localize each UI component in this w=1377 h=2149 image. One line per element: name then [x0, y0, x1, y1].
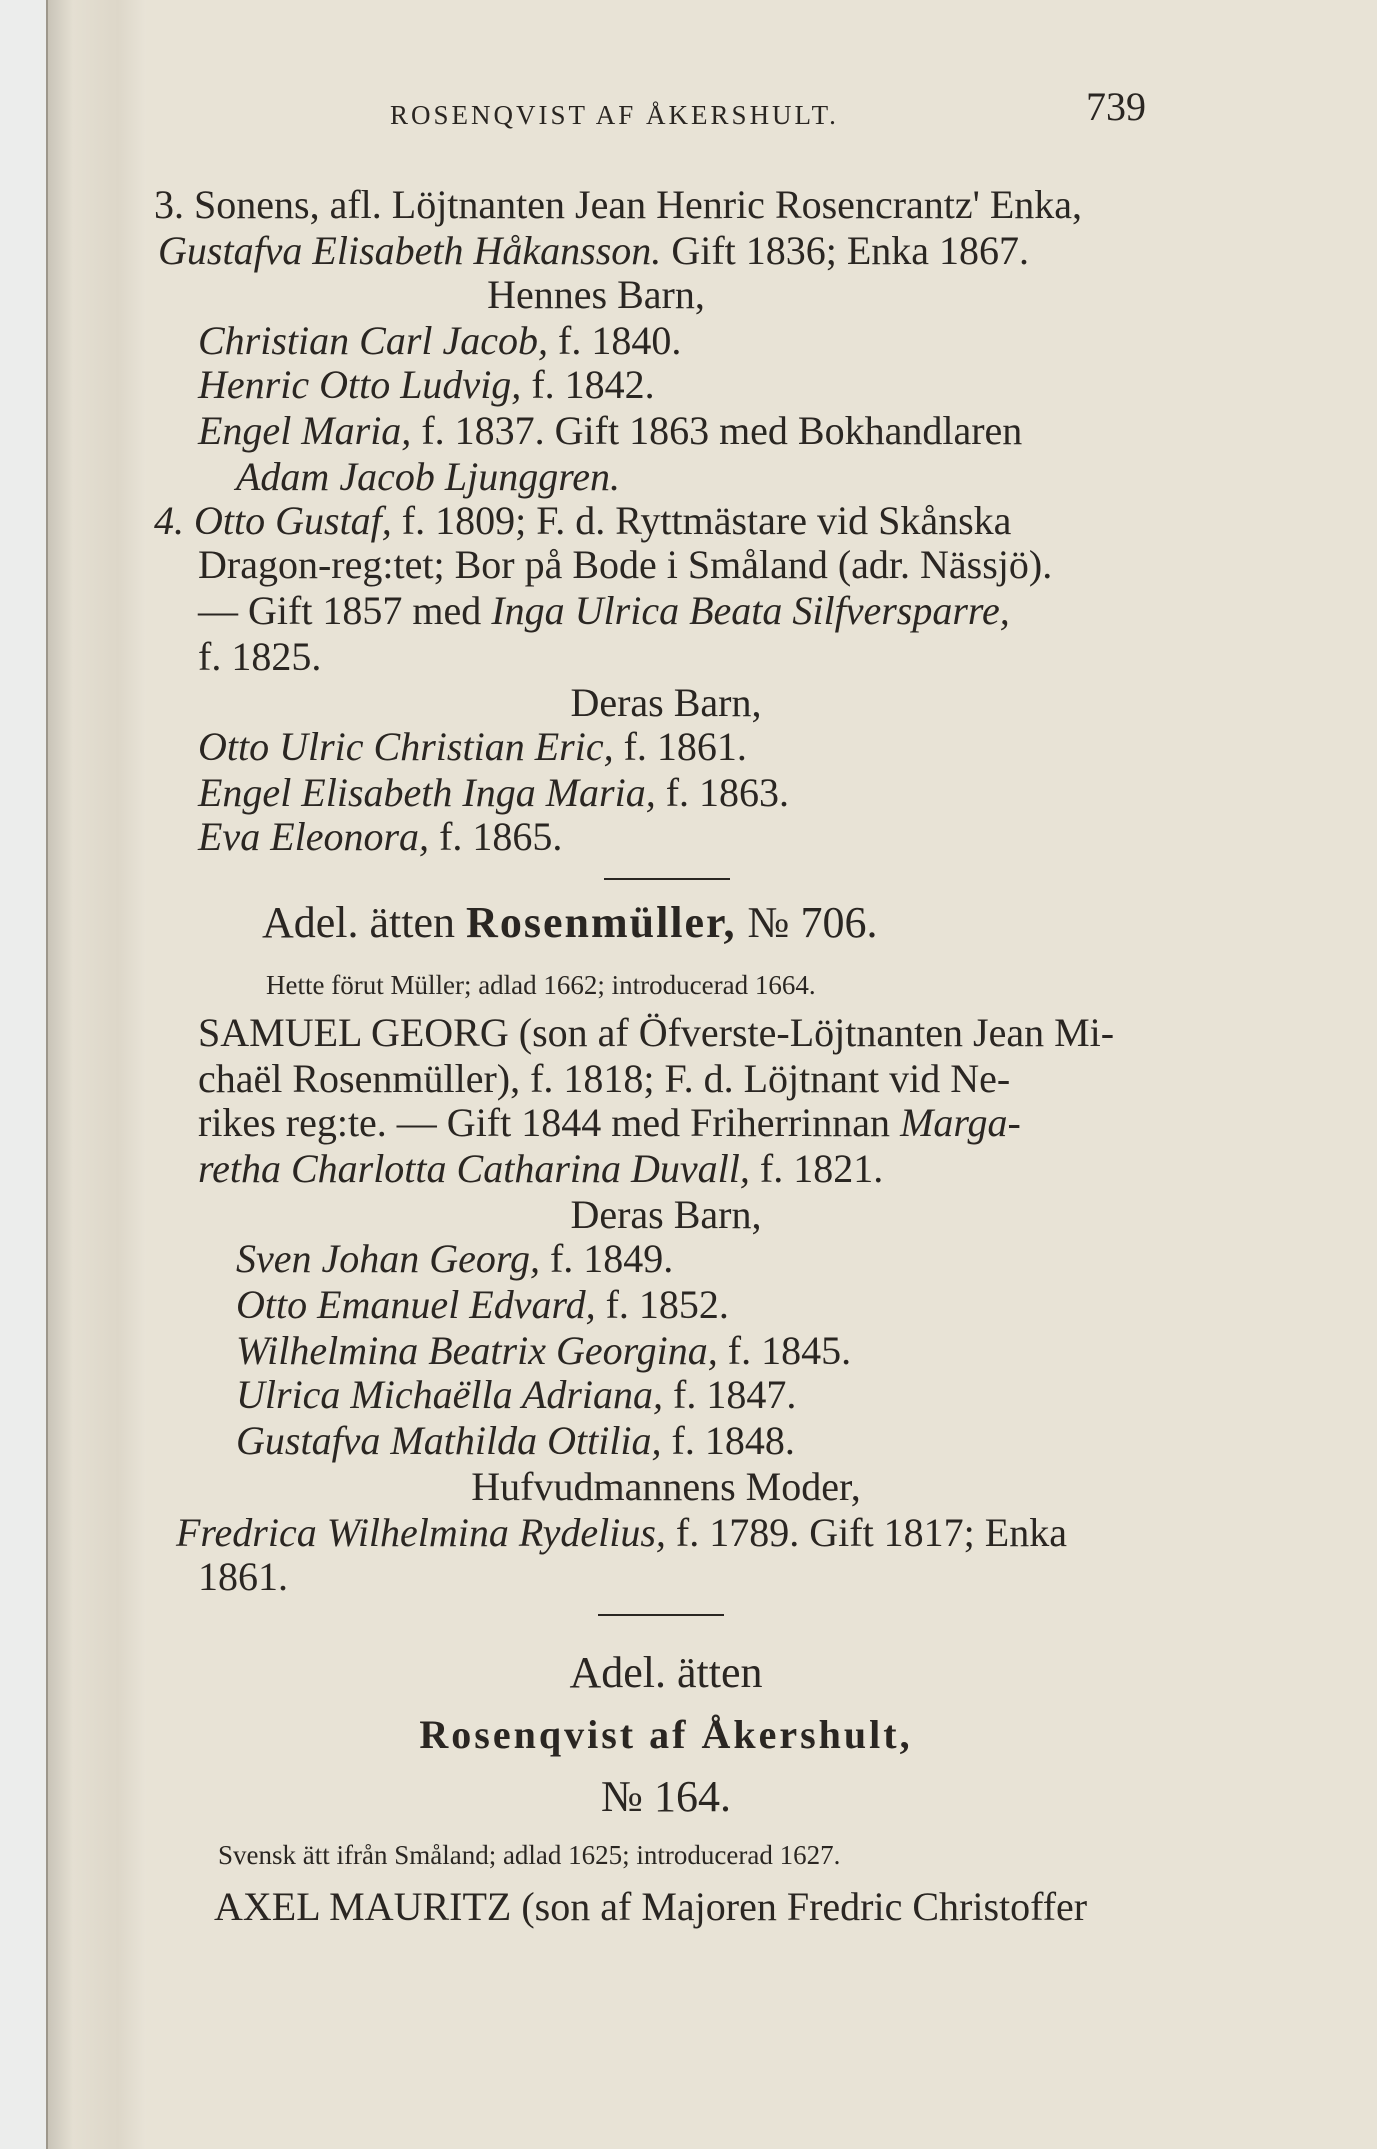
book-page [146, 0, 1377, 2149]
text-line: Ulrica Michaëlla Adriana, f. 1847. [236, 1372, 797, 1417]
book-spine [46, 0, 148, 2149]
running-title: ROSENQVIST AF ÅKERSHULT. [390, 100, 839, 130]
section-divider [604, 878, 730, 880]
section-title-name: Rosenqvist af Åkershult, [419, 1712, 913, 1757]
text-line: Wilhelmina Beatrix Georgina, f. 1845. [236, 1328, 852, 1373]
text-line: Engel Maria, f. 1837. Gift 1863 med Bokhandlaren [198, 408, 1023, 453]
text-line: 4. Otto Gustaf, f. 1809; F. d. Ryttmästare vid Skånska [154, 498, 1012, 543]
text-line: rikes reg:te. — Gift 1844 med Friherrinnan Marga- [198, 1100, 1021, 1145]
section-title: Adel. ätten Rosenmüller, № 706. [262, 898, 878, 947]
text-line: Gustafva Mathilda Ottilia, f. 1848. [236, 1418, 795, 1463]
text-line: Fredrica Wilhelmina Rydelius, f. 1789. Gift 1817; Enka [176, 1510, 1067, 1555]
text-line: — Gift 1857 med Inga Ulrica Beata Silfversparre, [198, 588, 1010, 633]
text-line: AXEL MAURITZ (son af Majoren Fredric Christoffer [214, 1884, 1088, 1929]
text-line: chaël Rosenmüller), f. 1818; F. d. Löjtnant vid Ne- [198, 1056, 1011, 1101]
text-line: 3. Sonens, afl. Löjtnanten Jean Henric Rosencrantz' Enka, [154, 182, 1083, 227]
section-note: Hette förut Müller; adlad 1662; introducerad 1664. [266, 970, 816, 1000]
text-line: retha Charlotta Catharina Duvall, f. 1821. [198, 1146, 884, 1191]
page-number: 739 [1086, 84, 1146, 129]
text-line: Otto Emanuel Edvard, f. 1852. [236, 1282, 729, 1327]
section-title: Adel. ätten [569, 1648, 763, 1697]
text-line: 1861. [198, 1554, 288, 1599]
section-divider [598, 1614, 724, 1616]
subheading: Hufvudmannens Moder, [471, 1464, 861, 1509]
text-line: Gustafva Elisabeth Håkansson. Gift 1836; Enka 1867. [158, 228, 1030, 273]
text-line: Christian Carl Jacob, f. 1840. [198, 318, 682, 363]
subheading: Deras Barn, [570, 680, 762, 725]
scan-margin [0, 0, 46, 2149]
text-line: Adam Jacob Ljunggren. [236, 454, 621, 499]
section-note: Svensk ätt ifrån Småland; adlad 1625; introducerad 1627. [218, 1840, 841, 1870]
text-line: Otto Ulric Christian Eric, f. 1861. [198, 724, 747, 769]
text-line: f. 1825. [198, 634, 322, 679]
subheading: Hennes Barn, [487, 272, 705, 317]
text-line: Engel Elisabeth Inga Maria, f. 1863. [198, 770, 790, 815]
text-line: SAMUEL GEORG (son af Öfverste-Löjtnanten Jean Mi- [198, 1010, 1115, 1055]
subheading: Deras Barn, [570, 1192, 762, 1237]
text-line: Sven Johan Georg, f. 1849. [236, 1236, 674, 1281]
text-line: Henric Otto Ludvig, f. 1842. [198, 362, 655, 407]
text-line: Eva Eleonora, f. 1865. [198, 814, 563, 859]
section-number: № 164. [601, 1772, 731, 1821]
text-line: Dragon-reg:tet; Bor på Bode i Småland (adr. Nässjö). [198, 542, 1053, 587]
